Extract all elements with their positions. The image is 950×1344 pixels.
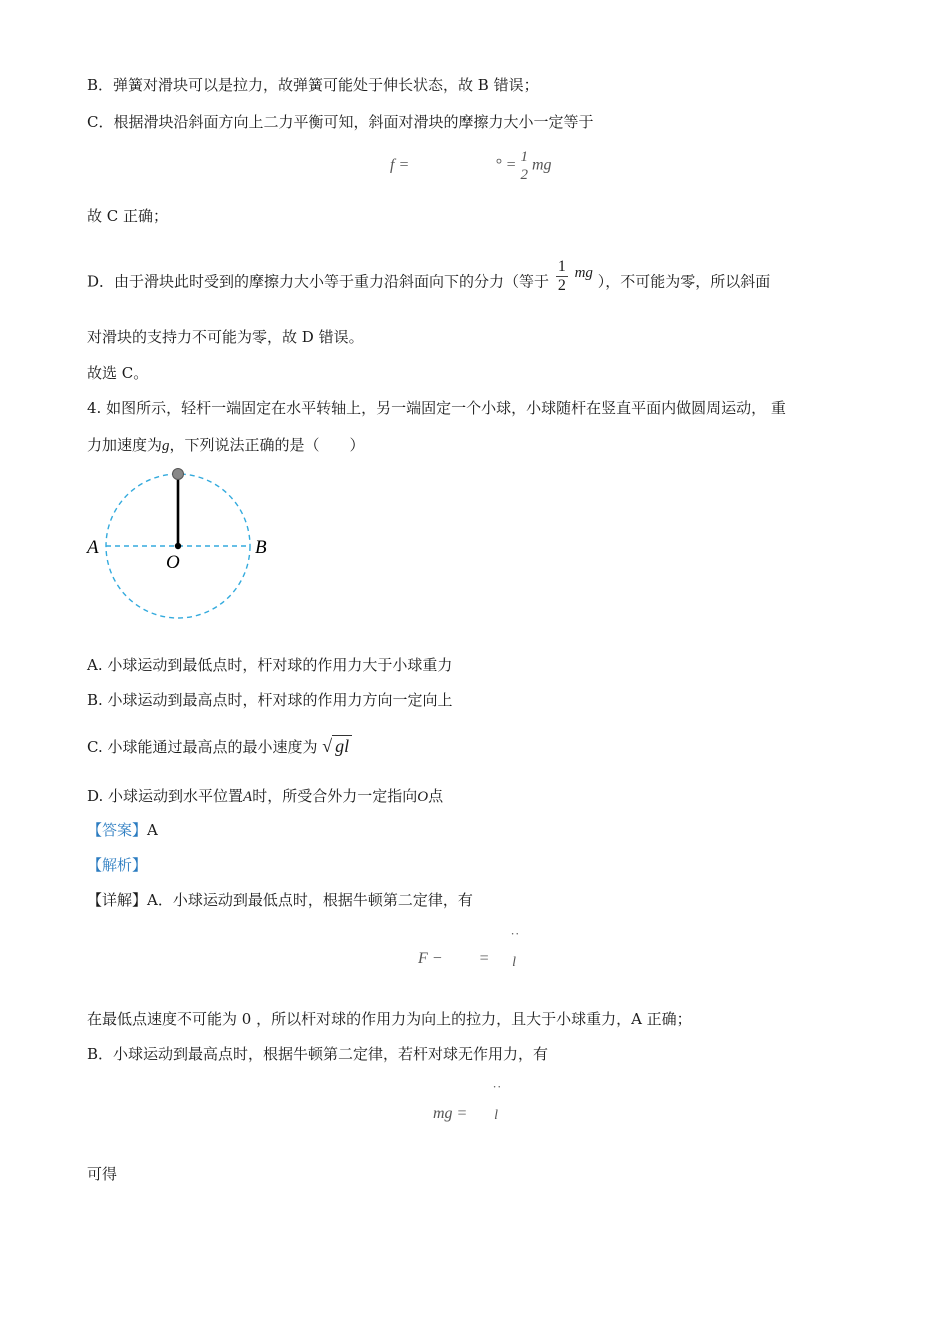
- equation-lowest: [418, 930, 519, 972]
- text-d-post: ），不可能为零，所以斜面: [597, 272, 771, 291]
- eq2-fraction: [491, 1083, 500, 1125]
- circle-figure: [80, 462, 290, 627]
- text-q4-g: g: [162, 438, 170, 454]
- label-b: B: [255, 537, 267, 558]
- answer-tag: 【答案】: [87, 821, 148, 839]
- d-frac-den: 2: [557, 277, 566, 294]
- option-d: [87, 785, 443, 808]
- text-q4-l2: [87, 434, 365, 457]
- text-c-head: C．根据滑块沿斜面方向上二力平衡可知，斜面对滑块的摩擦力大小一定等于: [87, 113, 594, 131]
- option-a: A. 小球运动到最低点时，杆对球的作用力大于小球重力: [87, 656, 453, 674]
- text-choose: 故选 C。: [87, 364, 149, 382]
- option-d-post: 点: [428, 787, 444, 805]
- option-b: B. 小球运动到最高点时，杆对球的作用力方向一定向上: [87, 691, 453, 709]
- eq2-num: ˙˙: [491, 1084, 501, 1099]
- text-c-ok: 故 C 正确；: [87, 207, 169, 225]
- text-d-line: [87, 258, 771, 301]
- detail-text: A．小球运动到最低点时，根据牛顿第二定律，有: [147, 891, 473, 909]
- option-c: [87, 735, 352, 758]
- option-d-a: A: [243, 789, 253, 805]
- label-a: A: [87, 537, 99, 558]
- text-q4-l1: 4. 如图所示，轻杆一端固定在水平转轴上，另一端固定一个小球，小球随杆在竖直平面内做圆周运动， 重: [87, 399, 786, 417]
- ball: [173, 469, 184, 480]
- eq1-num: ˙˙: [509, 931, 519, 946]
- option-c-text: C. 小球能通过最高点的最小速度为: [87, 738, 318, 756]
- eq1-den: l: [512, 955, 516, 970]
- eq1-equals: =: [478, 949, 490, 967]
- eq1-lhs: F −: [418, 949, 443, 967]
- frac-num: 1: [520, 149, 528, 165]
- eq1-fraction: [509, 930, 518, 972]
- frac-den: 2: [520, 167, 528, 183]
- text-q4-l2-post: ，下列说法正确的是（ ）: [169, 436, 365, 454]
- detail-line: [87, 889, 473, 911]
- eq-f-tail: mg: [531, 156, 552, 174]
- option-d-o: O: [417, 789, 429, 805]
- b-text: B．小球运动到最高点时，根据牛顿第二定律，若杆对球无作用力，有: [87, 1045, 549, 1063]
- text-d-cont: 对滑块的支持力不可能为零，故 D 错误。: [87, 328, 364, 346]
- analysis-tag: 【解析】: [87, 856, 148, 874]
- equation-friction: [390, 148, 552, 184]
- option-d-mid: 时，所受合外力一定指向: [252, 787, 418, 805]
- eq2-den: l: [494, 1108, 498, 1123]
- eq-f-mid: ° =: [495, 156, 517, 174]
- d-frac-mg: mg: [574, 264, 593, 281]
- eq2-lhs: mg =: [433, 1104, 468, 1122]
- eq-f-fraction: [520, 148, 528, 184]
- text-get: 可得: [87, 1165, 118, 1183]
- d-frac-num: 1: [557, 258, 566, 275]
- equation-highest: [433, 1083, 501, 1125]
- option-d-pre: D. 小球运动到水平位置: [87, 787, 244, 805]
- text-d-pre: D．由于滑块此时受到的摩擦力大小等于重力沿斜面向下的分力（等于: [87, 272, 550, 291]
- text-b-spring: B．弹簧对滑块可以是拉力，故弹簧可能处于伸长状态，故 B 错误；: [87, 76, 539, 94]
- analysis-line: [87, 854, 147, 876]
- sqrt-radicand: gl: [332, 735, 352, 756]
- a-conclusion: 在最低点速度不可能为 0 ，所以杆对球的作用力为向上的拉力，且大于小球重力，A 正确；: [87, 1010, 692, 1028]
- sqrt-gl: √ gl: [322, 735, 352, 756]
- pivot-point: [175, 543, 181, 549]
- answer-value: A: [147, 821, 158, 839]
- label-o: O: [166, 552, 180, 573]
- eq-f-lhs: f =: [390, 156, 410, 174]
- text-q4-l2-pre: 力加速度为: [87, 436, 163, 454]
- d-fraction: [556, 258, 568, 295]
- answer-line: [87, 819, 158, 841]
- detail-tag: 【详解】: [87, 891, 148, 909]
